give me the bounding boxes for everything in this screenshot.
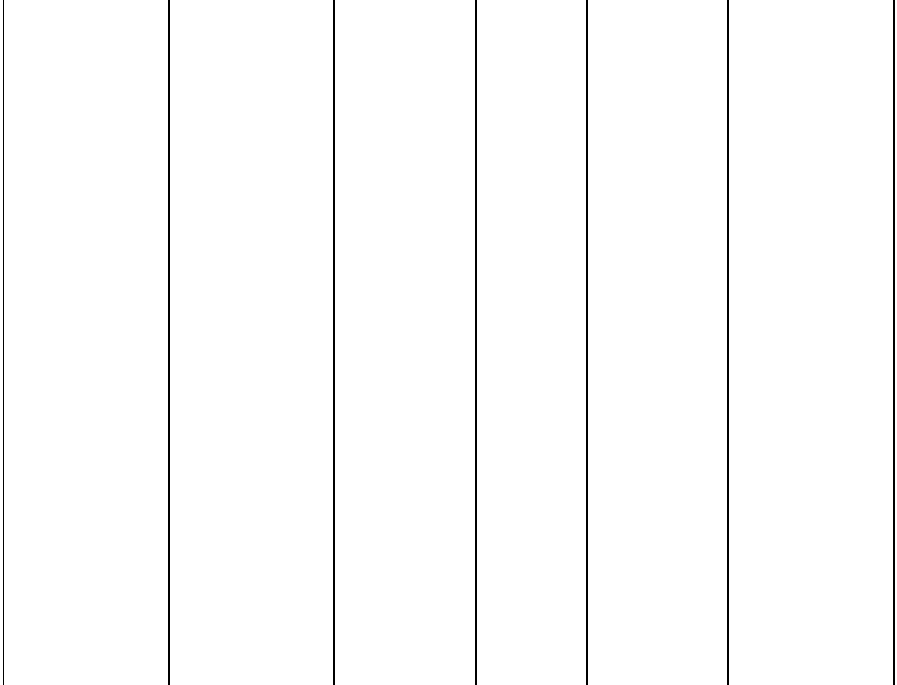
previous-row-fragment: [170, 0, 333, 2]
column-divider-1: [168, 0, 170, 685]
left-border: [3, 0, 4, 685]
column-divider-4: [586, 0, 588, 685]
column-divider-5: [727, 0, 729, 685]
column-divider-3: [475, 0, 477, 685]
column-divider-2: [333, 0, 335, 685]
column-divider-6: [893, 0, 895, 685]
